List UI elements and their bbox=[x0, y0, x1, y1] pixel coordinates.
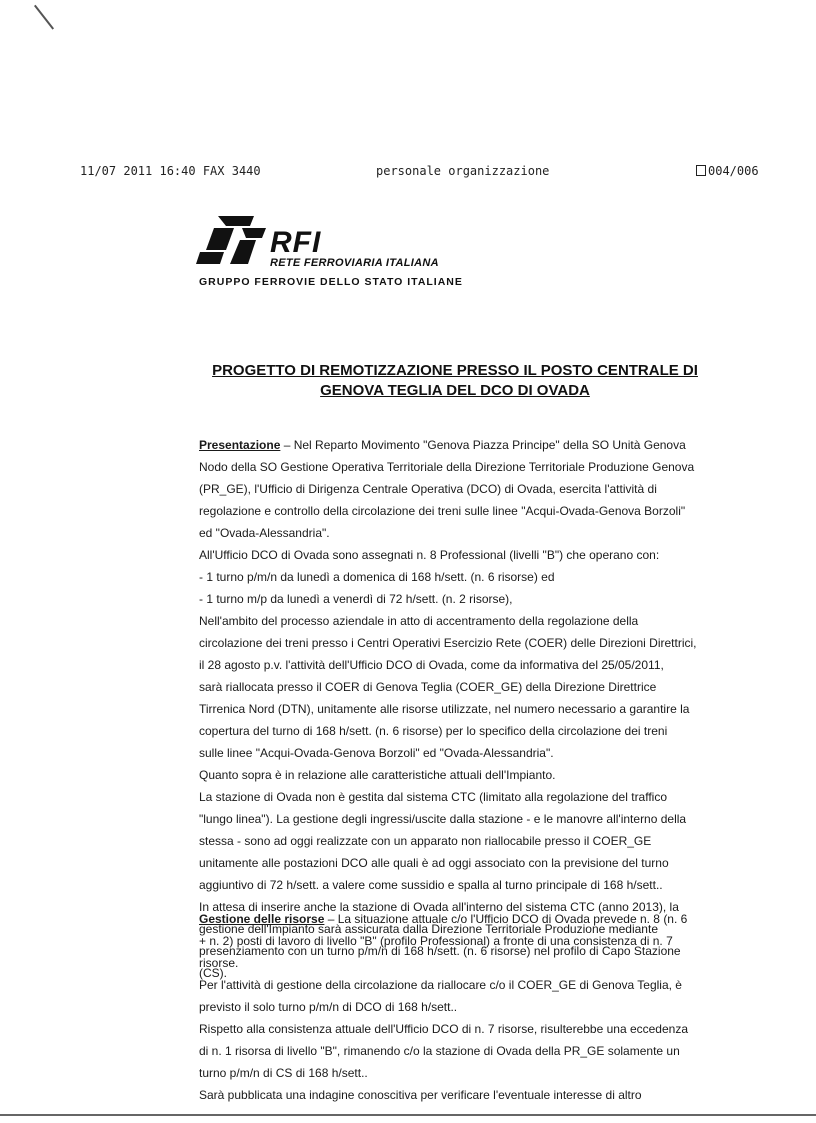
logo-brand: RFI bbox=[270, 226, 322, 259]
text-line: - 1 turno p/m/n da lunedì a domenica di 168 h/sett. (n. 6 risorse) ed bbox=[199, 570, 555, 584]
text-line: (PR_GE), l'Ufficio di Dirigenza Centrale Operativa (DCO) di Ovada, esercita l'attività di bbox=[199, 482, 657, 496]
fax-date-time: 11/07 2011 16:40 FAX 3440 bbox=[80, 164, 261, 178]
document-title-line1: PROGETTO DI REMOTIZZAZIONE PRESSO IL POSTO CENTRALE DI bbox=[212, 362, 698, 379]
text-line: risorse. bbox=[199, 956, 239, 970]
text-line: previsto il solo turno p/m/n di DCO di 168 h/sett.. bbox=[199, 1000, 458, 1014]
text-line: aggiuntivo di 72 h/sett. a valere come sussidio e spalla al turno principale di 168 h/sett.. bbox=[199, 878, 663, 892]
text-line: stessa - sono ad oggi realizzate con un apparato non riallocabile presso il COER_GE bbox=[199, 834, 652, 848]
text-line: "lungo linea"). La gestione degli ingressi/uscite dalla stazione - e le manovre all'interno della bbox=[199, 812, 687, 826]
text-line: Presentazione – Nel Reparto Movimento "Genova Piazza Principe" della SO Unità Genova bbox=[199, 438, 686, 452]
text-line: ed "Ovada-Alessandria". bbox=[199, 526, 330, 540]
text-line: (CS). bbox=[199, 966, 227, 980]
text-line: Nodo della SO Gestione Operativa Territoriale della Direzione Territoriale Produzione Genova bbox=[199, 460, 695, 474]
text-line: Tirrenica Nord (DTN), unitamente alle risorse utilizzate, nel numero necessario a garantire la bbox=[199, 702, 690, 716]
fs-logo-mark-icon bbox=[196, 212, 276, 272]
text-line: turno p/m/n di CS di 168 h/sett.. bbox=[199, 1066, 368, 1080]
text-line: unitamente alle postazioni DCO alle quali è ad oggi associato con la previsione del turno bbox=[199, 856, 669, 870]
fax-page-text: 004/006 bbox=[708, 164, 759, 178]
document-title-line2: GENOVA TEGLIA DEL DCO DI OVADA bbox=[320, 382, 590, 399]
fax-page-number bbox=[696, 164, 759, 178]
text-line: copertura del turno di 168 h/sett. (n. 6 risorse) per lo specifico della circolazione dei treni bbox=[199, 724, 668, 738]
text-line: + n. 2) posti di lavoro di livello "B" (profilo Professional) a fronte di una consistenza di n. 7 bbox=[199, 934, 673, 948]
fax-page-icon bbox=[696, 165, 706, 176]
text-line: sarà riallocata presso il COER di Genova Teglia (COER_GE) della Direzione Direttrice bbox=[199, 680, 657, 694]
text-line: In attesa di inserire anche la stazione di Ovada all'interno del sistema CTC (anno 2013), la bbox=[199, 900, 679, 914]
text-line: gestione dell'Impianto sarà assicurata dalla Direzione Territoriale Produzione mediante bbox=[199, 922, 658, 936]
text-line: Per l'attività di gestione della circolazione da riallocare c/o il COER_GE di Genova Teglia, è bbox=[199, 978, 682, 992]
text-line: La stazione di Ovada non è gestita dal sistema CTC (limitato alla regolazione del traffico bbox=[199, 790, 668, 804]
section-gestione-risorse bbox=[199, 908, 717, 1106]
page-bottom-edge bbox=[0, 1114, 816, 1116]
section-heading-presentazione: Presentazione bbox=[199, 438, 281, 452]
logo-subtitle: RETE FERROVIARIA ITALIANA bbox=[270, 257, 439, 269]
fax-department: personale organizzazione bbox=[376, 164, 550, 178]
text-line: presenziamento con un turno p/m/n di 168 h/sett. (n. 6 risorse) nel profilo di Capo Stazione bbox=[199, 944, 681, 958]
text-line: - 1 turno m/p da lunedì a venerdì di 72 h/sett. (n. 2 risorse), bbox=[199, 592, 513, 606]
text-line: Nell'ambito del processo aziendale in atto di accentramento della regolazione della bbox=[199, 614, 639, 628]
text-line: regolazione e controllo della circolazione dei treni sulle linee "Acqui-Ovada-Genova Borzoli" bbox=[199, 504, 686, 518]
text-line: di n. 1 risorsa di livello "B", rimanendo c/o la stazione di Ovada della PR_GE solamente un bbox=[199, 1044, 680, 1058]
text-line: circolazione dei treni presso i Centri Operativi Esercizio Rete (COER) delle Direzioni Direttrici, bbox=[199, 636, 697, 650]
logo-group: GRUPPO FERROVIE DELLO STATO ITALIANE bbox=[199, 276, 463, 288]
text-line: sulle linee "Acqui-Ovada-Genova Borzoli" ed "Ovada-Alessandria". bbox=[199, 746, 554, 760]
text-line: Sarà pubblicata una indagine conoscitiva per verificare l'eventuale interesse di altro bbox=[199, 1088, 642, 1102]
text-line: All'Ufficio DCO di Ovada sono assegnati n. 8 Professional (livelli "B") che operano con: bbox=[199, 548, 660, 562]
section-heading-gestione-risorse: Gestione delle risorse bbox=[199, 912, 325, 926]
text-line: Rispetto alla consistenza attuale dell'Ufficio DCO di n. 7 risorse, risulterebbe una eccedenza bbox=[199, 1022, 688, 1036]
section-presentazione bbox=[199, 434, 717, 984]
text-line: Quanto sopra è in relazione alle caratteristiche attuali dell'Impianto. bbox=[199, 768, 556, 782]
text-line: il 28 agosto p.v. l'attività dell'Ufficio DCO di Ovada, come da informativa del 25/05/2011, bbox=[199, 658, 664, 672]
stray-pen-mark bbox=[34, 5, 54, 30]
text-line: Gestione delle risorse – La situazione attuale c/o l'Ufficio DCO di Ovada prevede n. 8 (n. 6 bbox=[199, 912, 688, 926]
